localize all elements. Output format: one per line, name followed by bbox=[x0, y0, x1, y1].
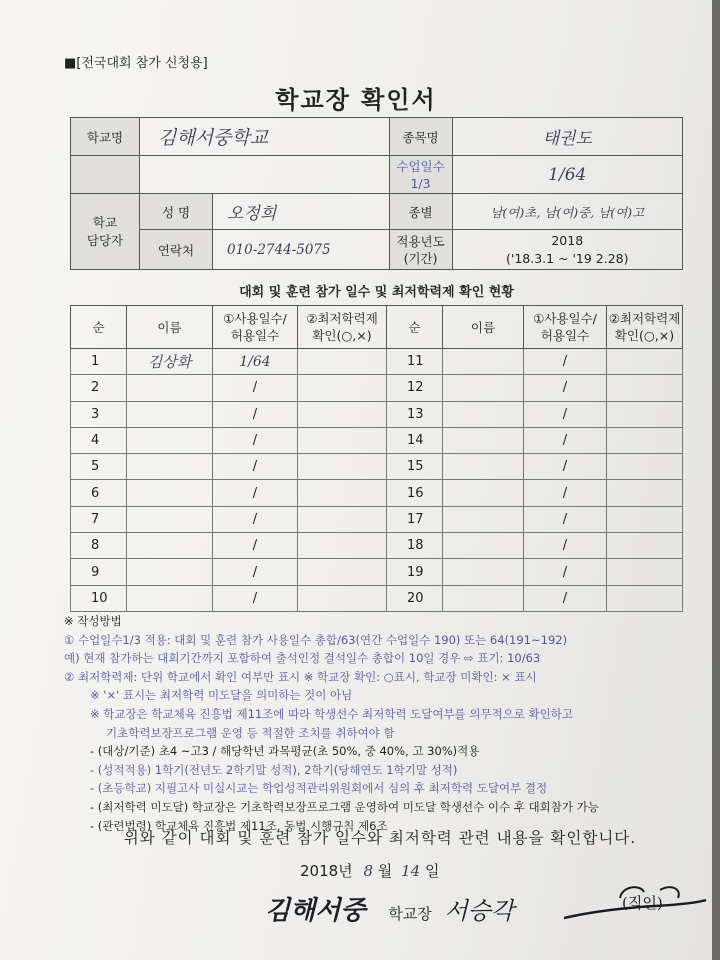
table-row bbox=[71, 506, 683, 532]
row-name bbox=[127, 480, 213, 506]
year-label-line2: (기간) bbox=[403, 250, 438, 266]
school-handwritten: 김해서중 bbox=[265, 896, 366, 926]
col-min-right bbox=[607, 306, 683, 349]
col-days-left-l1: ①사용일수/ bbox=[223, 311, 287, 326]
row-no: 10 bbox=[71, 585, 127, 611]
row-min bbox=[607, 349, 683, 375]
row-min bbox=[298, 480, 387, 506]
row-days: / bbox=[524, 427, 607, 453]
table-row bbox=[71, 454, 683, 480]
event-value: 태권도 bbox=[452, 118, 682, 156]
year-value bbox=[452, 230, 682, 270]
note-4: ※ 학교장은 학교체육 진흥법 제11조에 따라 학생선수 최저학력 도달여부를 의무적으로 확인하고 bbox=[90, 706, 573, 721]
row-name bbox=[443, 559, 524, 585]
row-min bbox=[298, 349, 387, 375]
row-name bbox=[443, 533, 524, 559]
row-name bbox=[127, 427, 213, 453]
row-days: / bbox=[213, 401, 298, 427]
row-no: 8 bbox=[71, 533, 127, 559]
note-9: - (관련법령) 학교체육 진흥법 제11조, 동법 시행규칙 제6조 bbox=[90, 818, 388, 833]
seal-text: (직인) bbox=[622, 894, 663, 912]
class-days-label-line1: 수업일수 bbox=[396, 158, 445, 174]
instructions bbox=[64, 612, 686, 835]
name-label: 성 명 bbox=[140, 194, 213, 230]
principal-title: 학교장 bbox=[388, 905, 432, 923]
table-row bbox=[71, 401, 683, 427]
row-name bbox=[443, 480, 524, 506]
row-days: / bbox=[213, 585, 298, 611]
row-no: 5 bbox=[71, 454, 127, 480]
row-days: / bbox=[524, 454, 607, 480]
col-days-right-l2: 허용일수 bbox=[540, 328, 590, 343]
principal-signature: 서승각 bbox=[444, 897, 515, 925]
row-min bbox=[607, 375, 683, 401]
row-name bbox=[127, 375, 213, 401]
row-no: 1 bbox=[71, 349, 127, 375]
col-days-left-l2: 허용일수 bbox=[230, 328, 280, 343]
type-value: 남(여)초, 남(여)중, 남(여)고 bbox=[452, 194, 682, 230]
row-name bbox=[127, 585, 213, 611]
row-name bbox=[127, 401, 213, 427]
row-days: / bbox=[213, 506, 298, 532]
row-no: 2 bbox=[71, 375, 127, 401]
row-days: / bbox=[524, 349, 607, 375]
notes-heading: ※ 작성방법 bbox=[64, 614, 122, 628]
col-min-left-l2: 확인(○,×) bbox=[312, 328, 372, 343]
row-no: 9 bbox=[71, 559, 127, 585]
row-min bbox=[298, 559, 387, 585]
row-min bbox=[298, 375, 387, 401]
row-min bbox=[298, 427, 387, 453]
teacher-label bbox=[71, 194, 140, 270]
row-min bbox=[607, 585, 683, 611]
row-no: 15 bbox=[387, 454, 443, 480]
row-days: / bbox=[524, 506, 607, 532]
row-name bbox=[443, 375, 524, 401]
teacher-label-line1: 학교 bbox=[92, 214, 118, 230]
signature-scribble-icon bbox=[560, 878, 710, 928]
note-1b: 예) 현재 참가하는 대회기간까지 포함하여 출석인정 결석일수 총합이 10일 경우 ⇨ 표기: 10/63 bbox=[64, 651, 541, 666]
row-no: 7 bbox=[71, 506, 127, 532]
col-no-right: 순 bbox=[387, 306, 443, 349]
year-value-line1: 2018 bbox=[551, 232, 584, 248]
row-min bbox=[298, 401, 387, 427]
table-row bbox=[71, 349, 683, 375]
row-days: / bbox=[524, 559, 607, 585]
row-days: / bbox=[213, 533, 298, 559]
row-no: 3 bbox=[71, 401, 127, 427]
col-days-right-l1: ①사용일수/ bbox=[533, 311, 597, 326]
year-value-line2: ('18.3.1 ~ '19 2.28) bbox=[506, 250, 629, 266]
date-day: 일 bbox=[424, 862, 440, 880]
school-label: 학교명 bbox=[71, 118, 140, 156]
school-value-spacer bbox=[140, 156, 390, 194]
class-days-label bbox=[389, 156, 452, 194]
year-label bbox=[389, 230, 452, 270]
table-row bbox=[71, 559, 683, 585]
contact-label: 연락처 bbox=[140, 230, 213, 270]
row-min bbox=[607, 427, 683, 453]
row-name bbox=[443, 454, 524, 480]
seal-signature bbox=[560, 878, 710, 928]
teacher-label-line2: 담당자 bbox=[86, 232, 124, 248]
contact-value: 010-2744-5075 bbox=[213, 230, 390, 270]
row-days: / bbox=[524, 375, 607, 401]
row-min bbox=[298, 454, 387, 480]
col-min-left bbox=[298, 306, 387, 349]
row-min bbox=[607, 480, 683, 506]
col-name-right: 이름 bbox=[443, 306, 524, 349]
note-2: ② 최저학력제: 단위 학교에서 확인 여부만 표시 ※ 학교장 확인: ○표시, 학교장 미확인: × 표시 bbox=[64, 669, 537, 684]
note-8: - (최저학력 미도달) 학교장은 기초학력보장프로그램 운영하여 미도달 학생선수 이수 후 대회참가 가능 bbox=[90, 799, 599, 814]
row-no: 20 bbox=[387, 585, 443, 611]
row-days: / bbox=[213, 454, 298, 480]
table-row bbox=[71, 585, 683, 611]
row-name bbox=[127, 533, 213, 559]
row-name bbox=[443, 349, 524, 375]
date-month: 월 bbox=[377, 862, 393, 880]
row-name bbox=[443, 427, 524, 453]
row-no: 17 bbox=[387, 506, 443, 532]
col-no-left: 순 bbox=[71, 306, 127, 349]
col-name-left: 이름 bbox=[127, 306, 213, 349]
row-no: 14 bbox=[387, 427, 443, 453]
table-row bbox=[71, 533, 683, 559]
row-days: / bbox=[524, 480, 607, 506]
col-min-right-l2: 확인(○,×) bbox=[614, 328, 675, 343]
row-name bbox=[443, 401, 524, 427]
participation-table bbox=[70, 305, 683, 612]
form-type-tag: ■[전국대회 참가 신청용] bbox=[64, 56, 208, 71]
row-name: 김상화 bbox=[127, 349, 213, 375]
row-min bbox=[298, 506, 387, 532]
date-month-num: 8 bbox=[363, 862, 373, 880]
col-days-left bbox=[213, 306, 298, 349]
info-table bbox=[70, 117, 683, 270]
col-min-left-l1: ②최저학력제 bbox=[306, 311, 378, 326]
table-row bbox=[71, 375, 683, 401]
row-no: 19 bbox=[387, 559, 443, 585]
school-value: 김해서중학교 bbox=[140, 118, 390, 156]
row-no: 16 bbox=[387, 480, 443, 506]
row-min bbox=[607, 559, 683, 585]
note-5: - (대상/기준) 초4 ~고3 / 해당학년 과목평균(초 50%, 중 40%, 고 30%)적용 bbox=[90, 744, 480, 759]
issue-date bbox=[300, 860, 439, 881]
row-no: 6 bbox=[71, 480, 127, 506]
year-label-line1: 적용년도 bbox=[396, 233, 445, 249]
row-days: / bbox=[524, 585, 607, 611]
class-days-label-line2: 1/3 bbox=[410, 175, 431, 191]
confirmation-statement: 위와 같이 대회 및 훈련 참가 일수와 최저학력 관련 내용을 확인합니다. bbox=[123, 829, 637, 847]
row-min bbox=[607, 533, 683, 559]
note-4b: 기초학력보장프로그램 운영 등 적절한 조치를 취하여야 함 bbox=[106, 725, 395, 740]
row-min bbox=[298, 533, 387, 559]
row-min bbox=[298, 585, 387, 611]
signature-line bbox=[265, 890, 514, 927]
page-title: 학교장 확인서 bbox=[275, 86, 437, 114]
row-name bbox=[127, 559, 213, 585]
section-title: 대회 및 훈련 참가 일수 및 최저학력제 확인 현황 bbox=[239, 285, 514, 300]
col-min-right-l1: ②최저학력제 bbox=[608, 311, 681, 326]
date-year: 2018년 bbox=[300, 862, 353, 880]
row-name bbox=[443, 506, 524, 532]
note-7: - (초등학교) 지필고사 미실시교는 학업성적관리위원회에서 심의 후 최저학력 도달여부 결정 bbox=[90, 781, 548, 796]
note-3: ※ '×' 표시는 최저학력 미도달을 의미하는 것이 아님 bbox=[90, 688, 353, 703]
row-name bbox=[127, 454, 213, 480]
row-days: / bbox=[524, 533, 607, 559]
row-days: 1/64 bbox=[213, 349, 298, 375]
row-no: 13 bbox=[387, 401, 443, 427]
row-days: / bbox=[213, 375, 298, 401]
row-min bbox=[607, 454, 683, 480]
row-name bbox=[443, 585, 524, 611]
row-no: 11 bbox=[387, 349, 443, 375]
event-label: 종목명 bbox=[389, 118, 452, 156]
table-row bbox=[71, 427, 683, 453]
table-row bbox=[71, 480, 683, 506]
note-1: ① 수업일수1/3 적용: 대회 및 훈련 참가 사용일수 총합/63(연간 수업일수 190) 또는 64(191~192) bbox=[64, 632, 568, 647]
row-name bbox=[127, 506, 213, 532]
col-days-right bbox=[524, 306, 607, 349]
row-days: / bbox=[524, 401, 607, 427]
row-no: 4 bbox=[71, 427, 127, 453]
date-day-num: 14 bbox=[401, 862, 421, 880]
row-days: / bbox=[213, 480, 298, 506]
row-no: 18 bbox=[387, 533, 443, 559]
teacher-name-value: 오정희 bbox=[213, 194, 390, 230]
school-label-spacer bbox=[71, 156, 140, 194]
row-min bbox=[607, 506, 683, 532]
row-min bbox=[607, 401, 683, 427]
class-days-value: 1/64 bbox=[452, 156, 682, 194]
type-label: 종별 bbox=[389, 194, 452, 230]
note-6: - (성적적용) 1학기(전년도 2학기말 성적), 2학기(당해연도 1학기말 성적) bbox=[90, 762, 458, 777]
row-no: 12 bbox=[387, 375, 443, 401]
row-days: / bbox=[213, 559, 298, 585]
row-days: / bbox=[213, 427, 298, 453]
